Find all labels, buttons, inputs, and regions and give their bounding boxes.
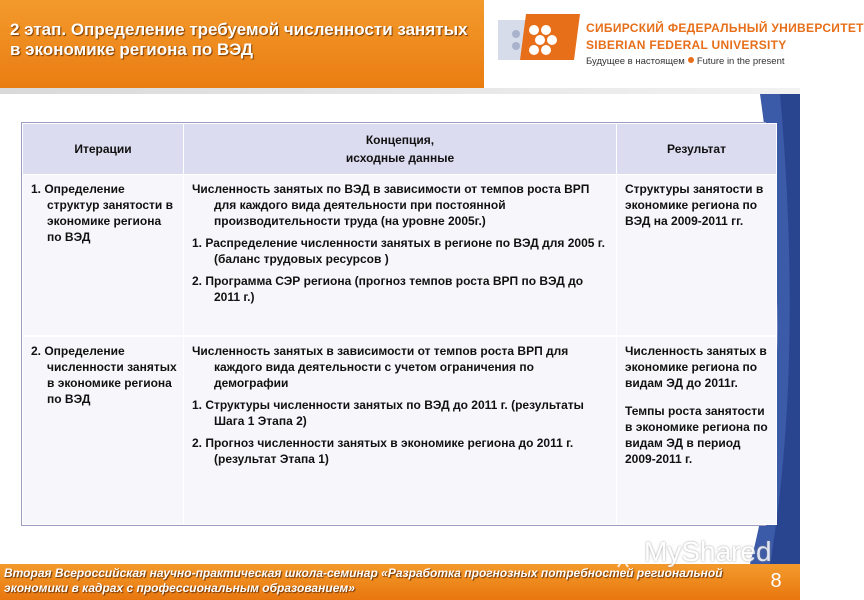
row2-iteration: [23, 336, 184, 525]
footer-text: Вторая Всероссийская научно-практическая школа-семинар «Разработка прогнозных потребностей региональной экономики в кадрах с профессиональным образованием»: [4, 566, 723, 595]
logo-name-en: SIBERIAN FEDERAL UNIVERSITY: [586, 38, 787, 52]
header-concept-line1: Концепция,: [365, 133, 435, 147]
row2-iteration-text: 2. Определение численности занятых в экономике региона по ВЭД: [31, 344, 177, 406]
table-header-row: [23, 124, 777, 175]
table-row: [23, 336, 777, 525]
table: [22, 123, 777, 525]
watermark: [610, 536, 772, 569]
row1-iteration: [23, 175, 184, 337]
presentation-board-icon: [610, 539, 640, 569]
row2-result-1: Численность занятых в экономике региона по видам ЭД до 2011г.: [625, 344, 767, 390]
header-iterations: Итерации: [23, 124, 184, 175]
header-concept: [184, 124, 617, 175]
tagline-dot-icon: [688, 57, 694, 63]
row2-result: [617, 336, 777, 525]
slide-title: 2 этап. Определение требуемой численности занятых в экономике региона по ВЭД: [10, 20, 468, 59]
logo-name-ru: СИБИРСКИЙ ФЕДЕРАЛЬНЫЙ УНИВЕРСИТЕТ: [586, 21, 864, 35]
row1-concept-item-1: 1. Распределение численности занятых в регионе по ВЭД для 2005 г. (баланс трудовых ресурсов ): [192, 236, 605, 266]
row2-concept: [184, 336, 617, 525]
row2-concept-item-1: 1. Структуры численности занятых по ВЭД до 2011 г. (результаты Шага 1 Этапа 2): [192, 398, 584, 428]
header-result: Результат: [617, 124, 777, 175]
row2-result-2: Темпы роста занятости в экономике региона по видам ЭД в период 2009-2011 г.: [625, 404, 768, 466]
row2-concept-intro: Численность занятых в зависимости от темпов роста ВРП для каждого вида деятельности с учетом ограничения по демографии: [192, 344, 569, 390]
row1-result: [617, 175, 777, 337]
table-row: [23, 175, 777, 337]
iterations-table: [21, 122, 766, 526]
watermark-text: MyShared: [644, 536, 772, 567]
page-number: 8: [770, 570, 782, 592]
header-concept-line2: исходные данные: [345, 151, 455, 165]
row1-concept-intro: Численность занятых по ВЭД в зависимости от темпов роста ВРП для каждого вида деятельности при постоянной производительности труда (на уровне 2005г.): [192, 182, 590, 228]
logo-tagline-ru: Будущее в настоящем: [586, 56, 685, 67]
university-logo-icon: [498, 14, 580, 66]
row1-iteration-text: 1. Определение структур занятости в экономике региона по ВЭД: [31, 182, 174, 244]
row1-concept-item-2: 2. Программа СЭР региона (прогноз темпов роста ВРП по ВЭД до 2011 г.): [192, 274, 584, 304]
row2-concept-item-2: 2. Прогноз численности занятых в экономике региона до 2011 г. (результат Этапа 1): [192, 436, 574, 466]
logo-tagline-en: Future in the present: [696, 56, 785, 67]
logo-tagline: [586, 56, 785, 67]
row1-result-1: Структуры занятости в экономике региона по ВЭД на 2009-2011 гг.: [625, 182, 764, 228]
row1-concept: [184, 175, 617, 337]
header-divider: [0, 88, 800, 94]
